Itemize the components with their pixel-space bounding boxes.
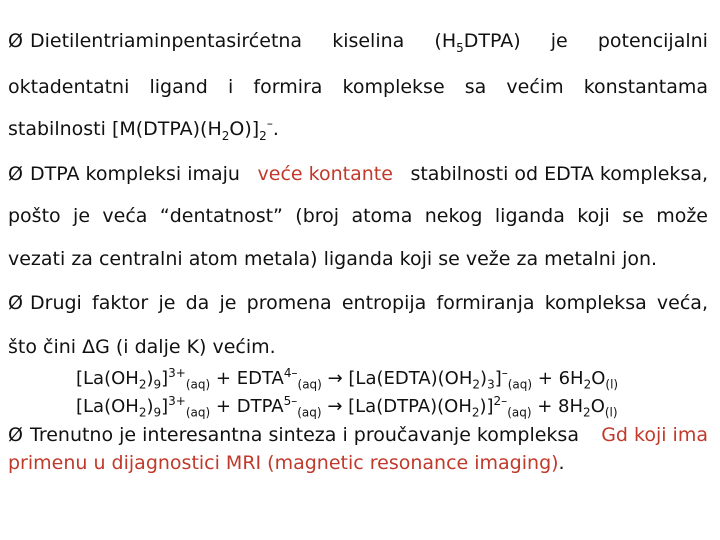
superscript: 3+ bbox=[168, 366, 186, 380]
eq-text: [La(OH bbox=[76, 396, 139, 417]
subscript: 9 bbox=[153, 377, 162, 392]
highlighted-text: primenu u dijagnostici MRI (magnetic resonance imaging) bbox=[8, 452, 559, 474]
superscript: 2– bbox=[493, 394, 508, 408]
superscript: – bbox=[501, 366, 508, 380]
formula-h5dtpa bbox=[434, 30, 521, 55]
paragraph-line: pošto je veća “dentatnost” (broj atoma nekog liganda koji se može bbox=[8, 205, 708, 227]
equation-dtpa bbox=[76, 394, 618, 420]
arrow-bullet-icon: Ø bbox=[8, 424, 23, 446]
subscript: (aq) bbox=[507, 377, 533, 392]
arrow-bullet-icon: Ø bbox=[8, 163, 23, 185]
subscript: 2 bbox=[221, 128, 230, 143]
subscript: 2 bbox=[138, 377, 147, 392]
reaction-arrow-icon: → bbox=[321, 396, 349, 417]
line-start bbox=[8, 163, 240, 185]
highlighted-text: Gd koji ima bbox=[601, 424, 708, 446]
eq-text: ) bbox=[480, 368, 488, 389]
subscript: 2 bbox=[471, 405, 480, 420]
subscript: 9 bbox=[153, 405, 162, 420]
formula-text: O)] bbox=[229, 118, 260, 140]
subscript: (aq) bbox=[297, 377, 322, 392]
equation-edta bbox=[76, 366, 619, 392]
word-text: je bbox=[550, 30, 568, 52]
text: stabilnosti od EDTA kompleksa, bbox=[410, 163, 708, 185]
subscript: (aq) bbox=[297, 405, 322, 420]
subscript: 5 bbox=[456, 40, 464, 55]
paragraph-line bbox=[8, 163, 708, 185]
formula-text: DTPA) bbox=[463, 30, 521, 52]
eq-text: + DTPA bbox=[210, 396, 284, 417]
subscript: 3 bbox=[487, 377, 495, 392]
superscript: 4– bbox=[283, 366, 298, 380]
eq-text: ) bbox=[146, 368, 154, 389]
word-text: potencijalni bbox=[597, 30, 708, 52]
text: DTPA kompleksi imaju bbox=[30, 163, 240, 185]
line-start bbox=[8, 424, 579, 446]
text: . bbox=[558, 452, 565, 474]
subscript: (l) bbox=[605, 377, 619, 392]
eq-text: [La(EDTA)(OH bbox=[348, 368, 473, 389]
highlighted-text: veće kontante bbox=[257, 163, 393, 185]
paragraph-line bbox=[8, 30, 708, 55]
eq-text: + 8H bbox=[531, 396, 584, 417]
paragraph-line bbox=[8, 452, 708, 474]
eq-text: ] bbox=[161, 368, 169, 389]
superscript: 5– bbox=[283, 394, 298, 408]
subscript: 2 bbox=[259, 128, 267, 143]
formula-text: (H bbox=[434, 30, 457, 52]
line-start bbox=[8, 30, 302, 52]
superscript: – bbox=[266, 116, 273, 131]
eq-text: + 6H bbox=[532, 368, 584, 389]
eq-text: O bbox=[590, 396, 605, 417]
paragraph-line bbox=[8, 116, 708, 143]
superscript: 3+ bbox=[168, 394, 186, 408]
eq-text: [La(OH bbox=[76, 368, 139, 389]
eq-text: )] bbox=[479, 396, 494, 417]
subscript: (aq) bbox=[507, 405, 532, 420]
paragraph-line: što čini ΔG (i dalje K) većim. bbox=[8, 336, 276, 358]
subscript: 2 bbox=[583, 377, 592, 392]
word-text: kiselina bbox=[332, 30, 405, 52]
text: Drugi faktor je da je promena entropija formiranja kompleksa veća, bbox=[30, 292, 708, 314]
eq-text: + EDTA bbox=[210, 368, 284, 389]
subscript: 2 bbox=[138, 405, 147, 420]
formula-text: . bbox=[272, 118, 279, 140]
eq-text: ] bbox=[494, 368, 502, 389]
subscript: (aq) bbox=[185, 405, 211, 420]
reaction-arrow-icon: → bbox=[321, 368, 349, 389]
arrow-bullet-icon: Ø bbox=[8, 30, 23, 52]
formula-text: stabilnosti [M(DTPA)(H bbox=[8, 118, 222, 140]
paragraph-line: oktadentatni ligand i formira komplekse sa većim konstantama bbox=[8, 76, 708, 98]
paragraph-line bbox=[8, 424, 708, 446]
subscript: 2 bbox=[472, 377, 481, 392]
eq-text: [La(DTPA)(OH bbox=[348, 396, 472, 417]
eq-text: O bbox=[591, 368, 606, 389]
subscript: 2 bbox=[583, 405, 591, 420]
word-text: Dietilentriaminpentasirćetna bbox=[30, 30, 303, 52]
eq-text: ) bbox=[146, 396, 154, 417]
subscript: (aq) bbox=[185, 377, 211, 392]
arrow-bullet-icon: Ø bbox=[8, 292, 23, 314]
subscript: (l) bbox=[604, 405, 618, 420]
text: Trenutno je interesantna sinteza i proučavanje kompleksa bbox=[30, 424, 579, 446]
paragraph-line: vezati za centralni atom metala) liganda koji se veže za metalni jon. bbox=[8, 248, 658, 270]
eq-text: ] bbox=[161, 396, 169, 417]
paragraph-line bbox=[8, 292, 708, 314]
